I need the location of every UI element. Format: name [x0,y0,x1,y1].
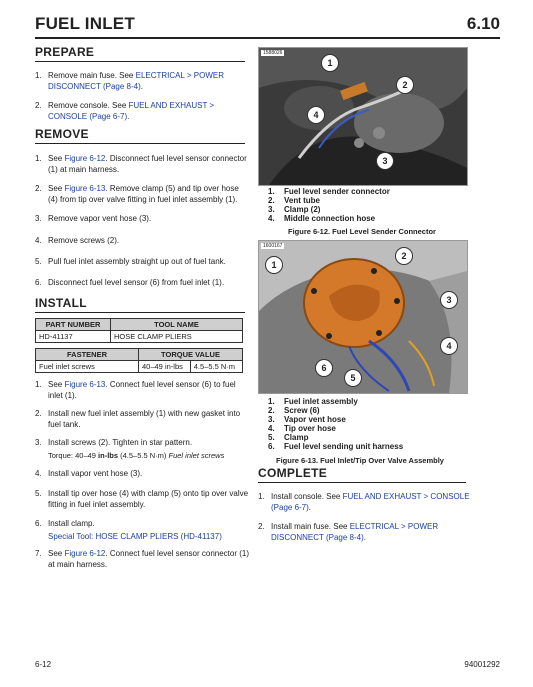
step-text: Install clamp. [48,519,95,528]
step-number: 3. [35,214,42,223]
step-text: . Remove clamp (5) and tip over hose (4) from tip over valve fitting in fuel inlet assembly (1). [48,184,239,204]
figure-link[interactable]: Figure 6-12 [64,549,106,558]
figure-6-12-caption: Figure 6-12. Fuel Level Sender Connector [288,227,436,236]
remove-heading: REMOVE [35,127,89,141]
callout-3: 3 [376,152,394,170]
install-step [35,408,250,430]
step-text: Install main fuse. See [271,522,350,531]
legend-item: 4. Tip over hose [268,424,336,433]
step-number: 4. [35,236,42,245]
footer-page-number: 6-12 [35,660,52,669]
step-text: Install vapor vent hose (3). [48,469,143,478]
remove-step [35,183,250,205]
figure-link[interactable]: Figure 6-13 [64,380,106,389]
callout-2: 2 [395,247,413,265]
remove-step [35,235,250,246]
figure-6-13-caption: Figure 6-13. Fuel Inlet/Tip Over Valve Assembly [276,456,444,465]
step-text: . [127,112,130,121]
engine-photo-illustration [259,48,467,185]
table-header: TORQUE VALUE [139,349,243,361]
install-step [35,379,250,401]
special-tool-link[interactable]: Special Tool: HOSE CLAMP PLIERS (HD-41137) [48,532,222,541]
install-step [35,548,250,570]
table-row [36,361,243,373]
legend-item: 4. Middle connection hose [268,214,376,223]
title-rule [35,37,500,39]
legend-item: 5. Clamp [268,433,309,442]
step-number: 5. [35,257,42,266]
step-text: See [48,154,65,163]
figure-link[interactable]: Figure 6-12 [64,154,106,163]
install-step [35,468,250,479]
torque-fastener-name: Fuel inlet screws [168,451,225,460]
fastener-cell: Fuel inlet screws [36,361,139,373]
tool-name-cell: HOSE CLAMP PLIERS [111,331,243,343]
step-number: 5. [35,489,42,498]
step-text: Disconnect fuel level sensor (6) from fuel inlet (1). [48,278,225,287]
step-text: . Disconnect fuel level sensor connector (1) at main harness. [48,154,247,174]
remove-step [35,213,250,224]
callout-3: 3 [440,291,458,309]
step-number: 2. [35,409,42,418]
prepare-step [35,100,250,122]
install-step [35,437,250,448]
step-number: 2. [35,184,42,193]
remove-step [35,153,250,175]
callout-1: 1 [265,256,283,274]
remove-step [35,256,250,267]
install-step [35,518,250,529]
table-header: FASTENER [36,349,139,361]
legend-item: 1. Fuel level sender connector [268,187,390,196]
step-text: . Connect fuel level sensor connector (1) at main harness. [48,549,250,569]
callout-4: 4 [440,337,458,355]
tool-table [35,318,243,343]
step-number: 6. [35,519,42,528]
section-number: 6.10 [466,14,500,33]
figure-image-id: 1600167 [263,243,283,249]
figure-6-13-legend [268,397,403,451]
torque-metric: (4.5–5.5 N·m) [118,451,169,460]
callout-1: 1 [321,54,339,72]
complete-rule [258,482,466,483]
remove-step [35,277,250,288]
special-tool-note [48,531,263,542]
table-header: TOOL NAME [111,319,243,331]
step-link[interactable]: FUEL AND EXHAUST > CONSOLE (Page 6-7) [271,492,470,512]
step-text: Remove main fuse. See [48,71,136,80]
step-link[interactable]: ELECTRICAL > POWER DISCONNECT (Page 8-4) [271,522,439,542]
torque-unit: in-lbs [98,451,119,460]
step-text: Install screws (2). Tighten in star pattern. [48,438,193,447]
step-number: 2. [35,101,42,110]
step-text: . [363,533,366,542]
step-number: 4. [35,469,42,478]
part-number-cell: HD-41137 [36,331,111,343]
step-text: See [48,184,65,193]
step-number: 1. [35,71,42,80]
legend-item: 3. Vapor vent hose [268,415,346,424]
step-number: 1. [35,154,42,163]
step-number: 1. [258,492,265,501]
callout-6: 6 [315,359,333,377]
torque-label: Torque: 40–49 [48,451,99,460]
legend-item: 2. Vent tube [268,196,321,205]
step-text: Remove console. See [48,101,129,110]
callout-5: 5 [344,369,362,387]
install-rule [35,312,245,313]
torque-metric-cell: 4.5–5.5 N·m [190,361,242,373]
step-number: 2. [258,522,265,531]
step-text: Remove vapor vent hose (3). [48,214,152,223]
complete-step [258,491,473,513]
figure-6-12-legend [268,187,390,223]
legend-item: 6. Fuel level sending unit harness [268,442,404,451]
torque-note [48,450,263,461]
step-text: . Connect fuel level sensor (6) to fuel inlet (1). [48,380,236,400]
torque-table [35,348,243,373]
step-number: 1. [35,380,42,389]
callout-2: 2 [396,76,414,94]
step-text: Remove screws (2). [48,236,120,245]
install-step [35,488,250,510]
prepare-rule [35,61,245,62]
legend-item: 1. Fuel inlet assembly [268,397,358,406]
step-number: 3. [35,438,42,447]
complete-step [258,521,473,543]
step-text: See [48,549,65,558]
step-text: See [48,380,65,389]
step-text: Install console. See [271,492,343,501]
page-title: FUEL INLET [35,14,135,33]
footer-doc-number: 94001292 [464,660,500,669]
step-text: Install tip over hose (4) with clamp (5) onto tip over valve fitting in fuel inlet assembly. [48,489,249,509]
step-link[interactable]: ELECTRICAL > POWER DISCONNECT (Page 8-4) [48,71,224,91]
prepare-step [35,70,250,92]
figure-link[interactable]: Figure 6-13 [64,184,106,193]
step-link[interactable]: FUEL AND EXHAUST > CONSOLE (Page 6-7) [48,101,215,121]
callout-4: 4 [307,106,325,124]
step-number: 6. [35,278,42,287]
figure-6-12-image [258,47,468,186]
step-text: Pull fuel inlet assembly straight up out of fuel tank. [48,257,226,266]
figure-image-id: 1588026 [263,50,283,56]
legend-item: 3. Clamp (2) [268,205,321,214]
step-text: . [308,503,312,512]
remove-rule [35,143,245,144]
figure-6-13-image [258,240,468,394]
table-header: PART NUMBER [36,319,111,331]
legend-item: 2. Screw (6) [268,406,320,415]
step-text: . [140,82,143,91]
step-number: 7. [35,549,42,558]
prepare-heading: PREPARE [35,45,95,59]
torque-imperial-cell: 40–49 in-lbs [139,361,191,373]
complete-heading: COMPLETE [258,466,328,480]
step-text: Install new fuel inlet assembly (1) with new gasket into fuel tank. [48,409,241,429]
install-heading: INSTALL [35,296,87,310]
fuel-tank-illustration [259,241,467,393]
table-row [36,331,243,343]
